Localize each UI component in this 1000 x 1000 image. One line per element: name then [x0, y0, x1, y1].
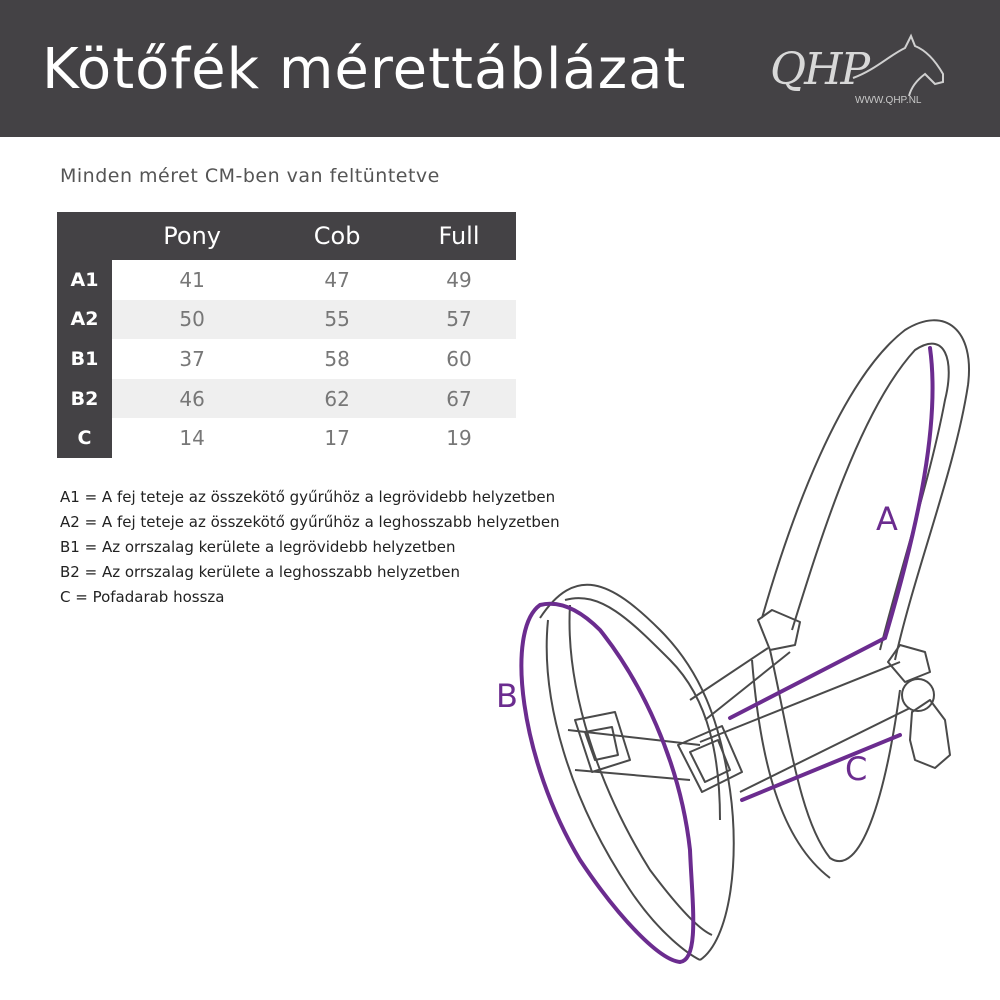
column-header: Cob — [272, 212, 402, 260]
logo-url: WWW.QHP.NL — [855, 95, 922, 106]
jaw-loop-outer — [770, 650, 900, 861]
table-cell: 60 — [402, 339, 516, 379]
legend-item: B1 = Az orrszalag kerülete a legrövidebb helyzetben — [60, 538, 456, 556]
measure-line-c — [742, 735, 900, 800]
table-cell: 19 — [402, 418, 516, 458]
table-cell: 67 — [402, 379, 516, 419]
table-cell: 46 — [112, 379, 272, 419]
table-cell: 62 — [272, 379, 402, 419]
snap-hook — [910, 700, 950, 768]
crown-strap-inner — [792, 344, 949, 650]
halter-diagram — [480, 300, 1000, 1000]
row-label: B1 — [57, 339, 112, 379]
column-header: Pony — [112, 212, 272, 260]
table-row — [57, 379, 516, 419]
measure-line-a — [730, 348, 933, 718]
table-cell: 58 — [272, 339, 402, 379]
legend-item: B2 = Az orrszalag kerülete a leghosszabb helyzetben — [60, 563, 461, 581]
noseband-back-inner — [565, 598, 720, 820]
page-header — [0, 0, 1000, 137]
table-row — [57, 418, 516, 458]
table-cell: 41 — [112, 260, 272, 300]
noseband-buckle-left-inner — [585, 727, 618, 760]
horse-head-icon — [765, 30, 955, 110]
legend-item: A1 = A fej teteje az összekötő gyűrűhöz a legrövidebb helyzetben — [60, 488, 556, 506]
table-cell: 14 — [112, 418, 272, 458]
table-cell: 17 — [272, 418, 402, 458]
size-table — [57, 212, 516, 458]
table-cell: 50 — [112, 300, 272, 340]
column-header: Full — [402, 212, 516, 260]
units-note: Minden méret CM-ben van feltüntetve — [60, 165, 440, 187]
table-cell: 55 — [272, 300, 402, 340]
table-corner — [57, 212, 112, 260]
label-a: A — [876, 500, 898, 538]
left-cheek-buckle — [758, 610, 800, 650]
cheek-strap-top-edge — [690, 648, 768, 700]
table-cell: 49 — [402, 260, 516, 300]
connecting-ring — [902, 679, 934, 711]
noseband-back — [540, 585, 734, 960]
table-row — [57, 339, 516, 379]
page-title: Kötőfék mérettáblázat — [42, 37, 687, 102]
table-cell: 37 — [112, 339, 272, 379]
table-row — [57, 300, 516, 340]
row-label: A2 — [57, 300, 112, 340]
row-label: A1 — [57, 260, 112, 300]
row-label: C — [57, 418, 112, 458]
table-header-row — [57, 212, 516, 260]
table-row — [57, 260, 516, 300]
label-c: C — [845, 750, 868, 788]
logo-text: QHP — [770, 44, 869, 95]
brand-logo[interactable] — [765, 30, 955, 110]
row-label: B2 — [57, 379, 112, 419]
legend-item: C = Pofadarab hossza — [60, 588, 225, 606]
label-b: B — [496, 677, 518, 715]
legend-item: A2 = A fej teteje az összekötő gyűrűhöz a leghosszabb helyzetben — [60, 513, 560, 531]
table-cell: 47 — [272, 260, 402, 300]
table-cell: 57 — [402, 300, 516, 340]
crown-strap-outer — [762, 320, 969, 660]
